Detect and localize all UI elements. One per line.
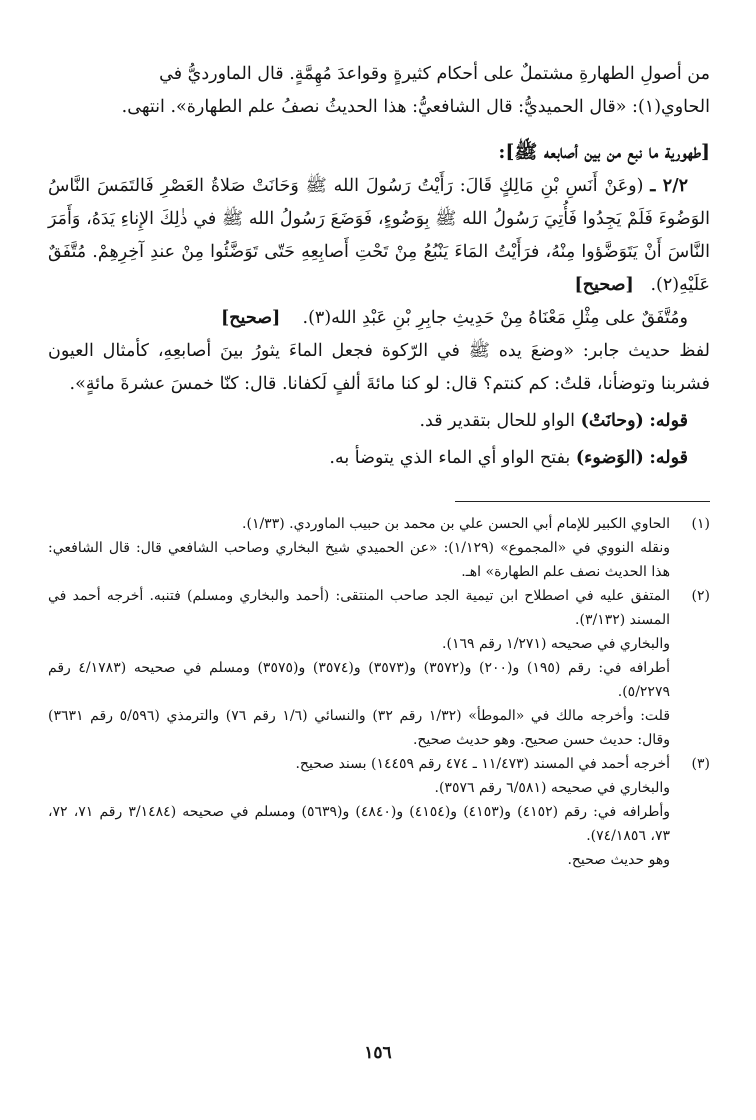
footnote-line: أطرافه في: رقم (١٩٥) و(٢٠٠) و(٣٥٧٢) و(٣٥٧٣) و(٣٥٧٤) و(٣٥٧٥) ومسلم في صحيحه (٤/١٧٨٣ رقم ٥/٢٢٧٩). — [48, 660, 670, 700]
footnote-line: والبخاري في صحيحه (١/٢٧١ رقم ١٦٩). — [442, 636, 670, 652]
footnote-line: المتفق عليه في اصطلاح ابن تيمية الجد صاحب المنتقى: (أحمد والبخاري ومسلم) فتنبه. أخرجه أحمد في المسند (٣/١٣٢). — [48, 588, 670, 628]
footnote-line: أخرجه أحمد في المسند (١١/٤٧٣ ـ ٤٧٤ رقم ١٤٤٥٩) بسند صحيح. — [295, 756, 670, 772]
footnote-line: الحاوي الكبير للإمام أبي الحسن علي بن محمد بن حبيب الماوردي. (١/٣٣). — [242, 516, 670, 532]
footnote-mark: (١) — [691, 516, 710, 532]
hadith-text: (وعَنْ أَنَسِ بْنِ مَالِكٍ قَالَ: رَأَيْتُ رَسُولَ الله ﷺ وَحَانَتْ صَلاةُ العَصْرِ فَالتَمَسَ النَّاسُ الوَضُوءَ فَلَمْ يَجِدُوا فَأُتِيَ رَسُولُ الله ﷺ بِوَضُوءٍ، فَوَضَعَ رَسُولُ الله ﷺ في ذٰلِكَ الإِناءِ يَدَهُ، وَأَمَرَ النَّاسَ أَنْ يَتَوَضَّؤوا مِنْهُ، فرَأَيْتُ المَاءَ يَنْبُعُ مِنْ تَحْتِ أَصابِعِهِ حَتّى تَوَضَّئُوا مِنْ عندِ آخِرِهِمْ. مُتَّفَقٌ عَلَيْهِ(٢). — [48, 176, 710, 295]
footnote-mark: (٣) — [691, 756, 710, 772]
footnote-line: ونقله النووي في «المجموع» (١/١٢٩): «عن الحميدي شيخ البخاري وصاحب الشافعي قال: قال الشافعي: هذا الحديث نصف علم الطهارة» اهـ. — [48, 540, 670, 580]
main-text — [48, 58, 710, 475]
note-1-label: قوله: — [649, 411, 688, 431]
footnotes — [48, 512, 710, 872]
note-1-text: الواو للحال بتقدير قد. — [419, 411, 576, 431]
note-2-text: بفتح الواو أي الماء الذي يتوضأ به. — [329, 448, 571, 468]
footnote-1 — [48, 512, 710, 584]
footnote-separator — [455, 501, 710, 502]
note-2 — [48, 442, 710, 475]
footnote-3 — [48, 752, 710, 872]
section-heading: [طهورية ما نبع من بين أصابعه ﷺ]: — [498, 141, 710, 163]
footnote-line: وهو حديث صحيح. — [567, 852, 670, 868]
note-2-label: قوله: — [649, 448, 688, 468]
footnote-mark: (٢) — [691, 588, 710, 604]
jabir-paragraph: لفظ حديث جابر: «وضعَ يده ﷺ في الرّكوة فجعل الماءَ يثورُ بينَ أصابعِهِ، كأمثال العيون فشربنا وتوضأنا، قلتُ: كم كنتم؟ قال: لو كنا مائةَ ألفٍ لَكفانا. قال: كنّا خمسَ عشرةَ مائةٍ». — [48, 341, 710, 394]
page — [48, 58, 710, 872]
agreed-paragraph — [48, 302, 710, 335]
grade-badge-1: [صحيح] — [574, 275, 634, 295]
note-1 — [48, 405, 710, 438]
note-1-word: (وحانَتْ) — [580, 411, 644, 431]
hadith-number: ٢/٢ ـ — [650, 176, 688, 196]
hadith-paragraph — [48, 170, 710, 302]
intro-line-2: الحاوي(١): «قال الحميديُّ: قال الشافعيُّ: هذا الحديثُ نصفُ علم الطهارة». انتهى. — [121, 97, 710, 117]
footnote-line: والبخاري في صحيحه (٦/٥٨١ رقم ٣٥٧٦). — [434, 780, 670, 796]
intro-line-1: من أصولِ الطهارةِ مشتملٌ على أحكام كثيرةٍ وقواعدَ مُهِمَّةٍ. قال الماورديُّ في — [159, 64, 710, 84]
grade-badge-2: [صحيح] — [220, 308, 281, 328]
note-2-word: (الوَضوء) — [575, 448, 644, 468]
agreed-text: ومُتَّفَقٌ على مِثْلِ مَعْنَاهُ مِنْ حَدِيثِ جابِرِ بْنِ عَبْدِ الله(٣). — [302, 308, 688, 328]
page-number: ١٥٦ — [364, 1043, 392, 1063]
footnote-line: وأطرافه في: رقم (٤١٥٢) و(٤١٥٣) و(٤١٥٤) و(٤٨٤٠) و(٥٦٣٩) ومسلم في صحيحه (٣/١٤٨٤ رقم ٧١، ٧٢، ٧٣، ٧٤/١٨٥٦). — [48, 804, 670, 844]
footnote-2 — [48, 584, 710, 752]
footnote-line: قلت: وأخرجه مالك في «الموطأ» (١/٣٢ رقم ٣٢) والنسائي (١/٦ رقم ٧٦) والترمذي (٥/٥٩٦ رقم ٣٦٣١) وقال: حديث حسن صحيح. وهو حديث صحيح. — [48, 708, 671, 748]
